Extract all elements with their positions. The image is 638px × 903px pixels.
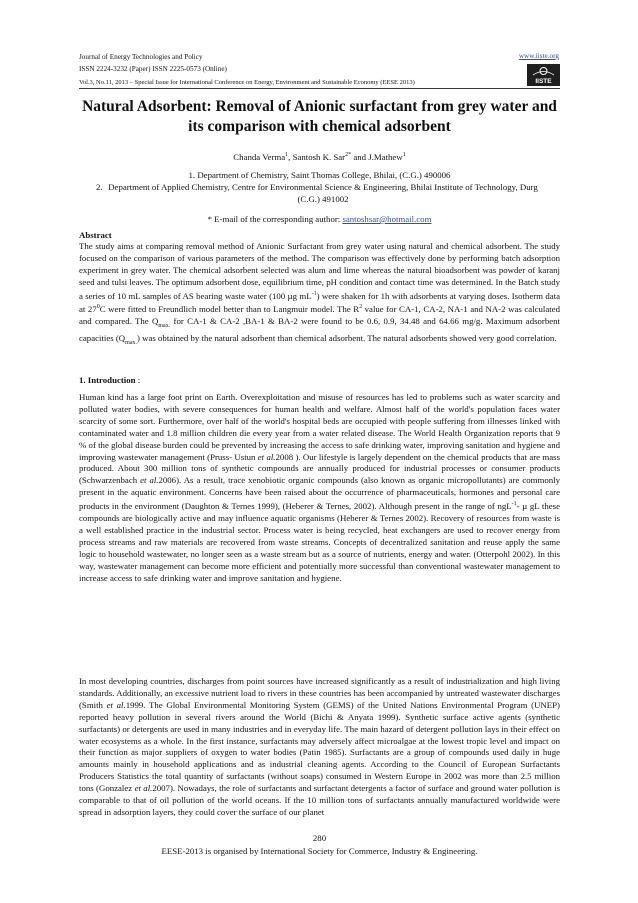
journal-issn: ISSN 2224-3232 (Paper) ISSN 2225-0573 (Online)	[79, 65, 227, 73]
author-list: Chanda Verma$^1$, Santosh K. Sar$^{2*}$ and J.Mathew$^1$	[233, 152, 406, 162]
affiliation-1: 1. Department of Chemistry, Saint Thomas College, Bhilai, (C.G.) 490006	[188, 170, 451, 180]
corresponding-author: * E-mail of the corresponding author: santoshsar@hotmail.com	[207, 214, 432, 224]
introduction-heading: 1. Introduction :	[79, 375, 141, 385]
footer-note: EESE-2013 is organised by International Society for Commerce, Industry & Engineering.	[161, 846, 478, 856]
author-name: Chanda Verma	[233, 152, 286, 162]
affiliation-text: Department of Applied Chemistry, Centre for Environmental Science & Engineering, Bhilai Institute of Technology, Durg (C.G.) 491002	[108, 182, 538, 204]
affiliation-2	[96, 182, 550, 205]
page-number: 280	[312, 833, 327, 843]
introduction-paragraph-2: In most developing countries, discharges from point sources have increased significantly as a result of industrialization and high living standards. Additionally, an excessive nutrient load to rivers in these countries has been accompanied by untreated wastewater discharges (Smith et al.1999. The Global Environmental Monitoring System (GEMS) of the United Nations Environmental Program (UNEP) reported heavy pollution in several rivers around the World (Bichi & Anyata 1999). Synthetic surface active agents (synthetic surfactants) or detergents are used in many industries and in everyday life. The main hazard of detergent pollution lays in their effect on water ecosystems as a whole. In the first instance, surfactants may adversely affect microalgae at the lowest tropic level and impact on their function as major suppliers of oxygen to water bodies (Patin 1985). Surfactants are a group of compounds used daily in huge amounts mainly in household applications and as industrial cleaning agents. According to the Council of European Surfactants Producers Statistics the total quantity of surfactants (without soaps) consumed in Western Europe in 2002 was more than 2.5 million tons (Gonzalez et al.2007). Nowadays, the role of surfactants and surfactant detergents a factor of surface and ground water pollution is comparable to that of oil pollution of the world oceans. If the 10 million tons of surfactants annually manufactured worldwide were spread in adsorption layers, they could cover the surface of our planet	[79, 676, 560, 817]
author-email-link[interactable]: santoshsar@hotmail.com	[342, 214, 432, 224]
affiliation-number: 2.	[96, 182, 103, 192]
svg-text:IISTE: IISTE	[535, 78, 552, 85]
author-name: Santosh K. Sar	[292, 152, 346, 162]
journal-volume: Vol.3, No.11, 2013 – Special Issue for International Conference on Energy, Environment and Sustainable Economy (EESE 2013)	[79, 79, 415, 86]
author-name: J.Mathew	[368, 152, 403, 162]
abstract-text: The study aims at comparing removal method of Anionic Surfactant from grey water using natural and chemical adsorbent. The study focused on the comparison of various parameters of the method. The comparison was effectively done by performing batch adsorption experiment in grey water. The chemical adsorbent selected was alum and lime whereas the natural bioadsorbent was powder of karanj seed and tulsi leaves. The optimum adsorbent dose, equilibrium time, pH condition and contact time was determined. In the Batch study a series of 10 mL samples of AS bearing waste water (100 µg $mL^{-1}$) were shaken for 1h with adsorbents at varying doses. Isotherm data at $27^0C$ were fitted to Freundlich model better than to Langmuir model. The $R^2$ value for CA-1, CA-2, NA-1 and NA-2 was calculated and compared. The $Q_{max.}$ for CA-1 & CA-2 ,BA-1 & BA-2 were found to be 0.6, 0.9, 34.48 and 64.66 mg/g. Maximum adsorbent capacities $(Q_{max.})$ was obtained by the natural adsorbent than chemical adsorbent. The natural adsorbents showed very good correlation.	[79, 241, 560, 346]
journal-name: Journal of Energy Technologies and Policy	[79, 53, 203, 61]
header-rule	[79, 88, 560, 89]
paper-title: Natural Adsorbent: Removal of Anionic surfactant from grey water and its comparison with chemical adsorbent	[82, 98, 557, 135]
introduction-paragraph-1: Human kind has a large foot print on Earth. Overexploitation and misuse of resources has led to problems such as water scarcity and polluted water bodies, with severe consequences for human health and welfare. Almost half of the world's population faces water scarcity of some sort. Furthermore, over half of the world's hospital beds are occupied with people suffering from illnesses linked with contaminated water and 1.8 million children die every year from a water related disease. The World Health Organization reports that 9 % of the global disease burden could be prevented by increasing the access to safe drinking water, improving sanitation and hygiene and improving wastewater management (Pruss- Ustun et al.2008 ). Our lifestyle is largely dependent on the chemical products that are mass produced. About 300 million tons of synthetic compounds are annually produced for industrial processes or consumer products (Schwarzenbach et al.2006). As a result, trace xenobiotic organic compounds (also known as organic micropollutants) are commonly present in the aquatic environment. Concerns have been raised about the occurrence of pharmaceuticals, hormones and personal care products in the environment (Daughton & Ternes 1999), (Heberer & Ternes, 2002). Although present in the range of ngL$^{-1}$- µ gL these compounds are biologically active and may influence aquatic organisms (Heberer & Ternes 2002). Recovery of resources from waste is a well established practice in the industrial sector. Process water is being recycled, heat exchangers are used to recover energy from process streams and raw materials are recovered from waste streams. Concepts of decentralized sanitation and reuse apply the same logic to household wastewater, no longer seen as a waste stream but as a source of nutrients, energy and water. (Otterpohl 2002). In this way, wastewater management can become more efficient and potentially more successful than conventional wastewater management to increase access to safe drinking water and improve sanitation and hygiene.	[79, 392, 560, 583]
journal-website-link[interactable]: www.iiste.org	[518, 52, 559, 60]
abstract-heading: Abstract	[79, 230, 112, 240]
